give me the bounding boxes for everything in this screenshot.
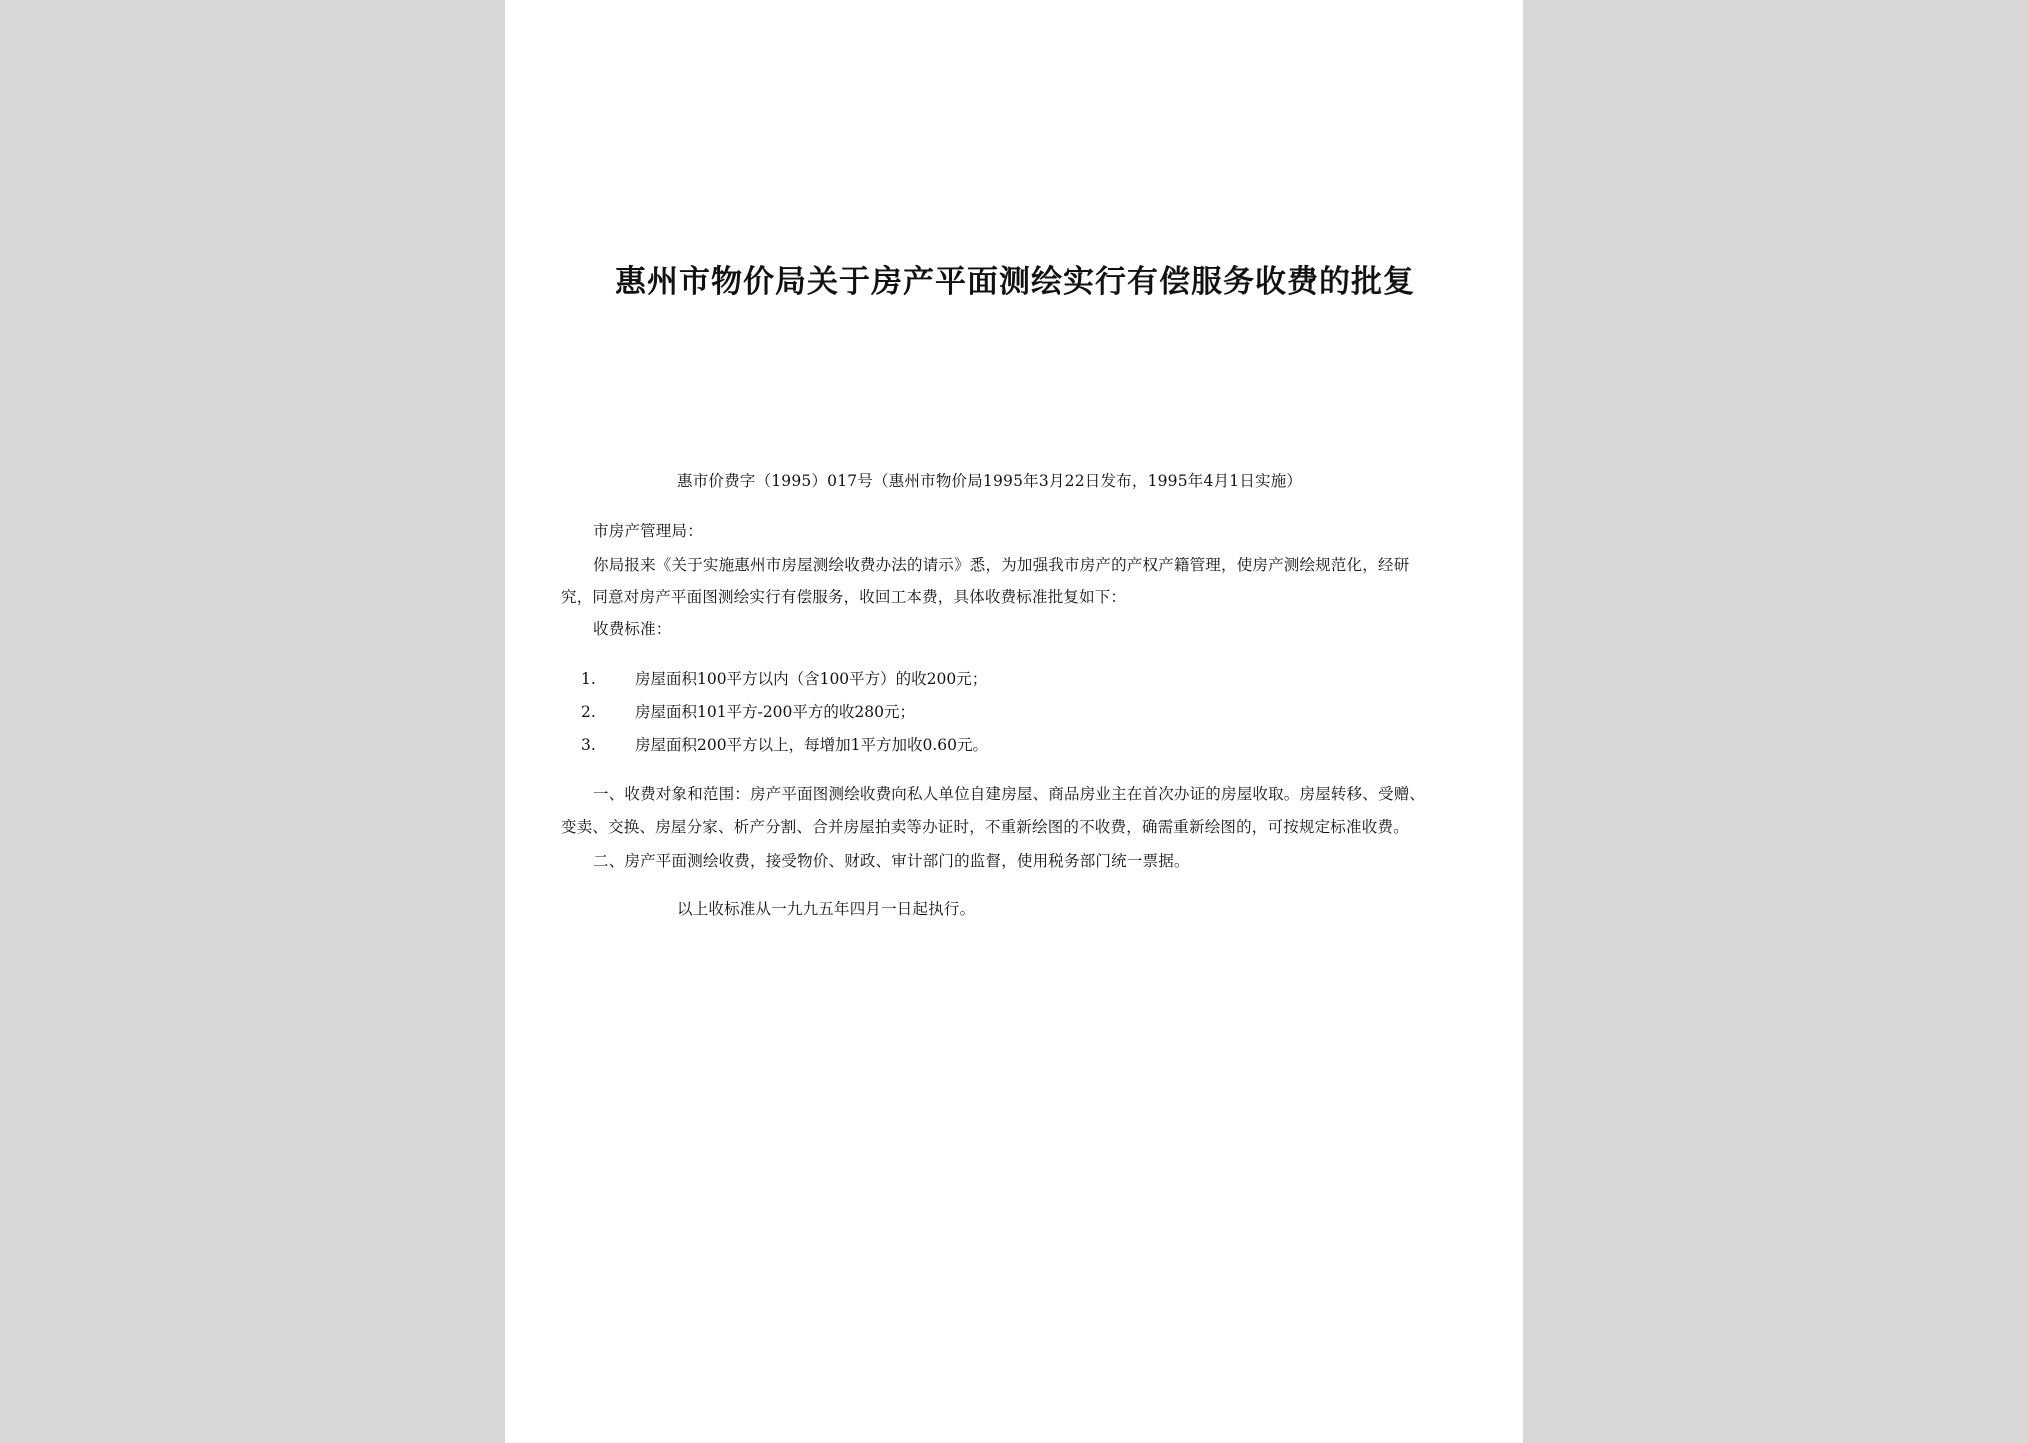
list-item-text: 房屋面积200平方以上，每增加1平方加收0.60元。 bbox=[635, 736, 988, 754]
body-paragraph-line: 你局报来《关于实施惠州市房屋测绘收费办法的请示》悉，为加强我市房产的产权产籍管理，使房产测绘规范化，经研 bbox=[593, 556, 1410, 574]
clause-one-line: 一、收费对象和范围：房产平面图测绘收费向私人单位自建房屋、商品房业主在首次办证的房屋收取。房屋转移、受赠、 bbox=[593, 785, 1426, 803]
clause-one-line: 变卖、交换、房屋分家、析产分割、合并房屋拍卖等办证时，不重新绘图的不收费，确需重新绘图的，可按规定标准收费。 bbox=[561, 818, 1409, 836]
list-item-text: 房屋面积100平方以内（含100平方）的收200元； bbox=[635, 670, 988, 688]
list-item bbox=[505, 668, 1405, 690]
list-item-number: 3. bbox=[581, 736, 596, 754]
clause-two: 二、房产平面测绘收费，接受物价、财政、审计部门的监督，使用税务部门统一票据。 bbox=[593, 852, 1190, 870]
list-item-text: 房屋面积101平方-200平方的收280元； bbox=[635, 703, 915, 721]
list-item-number: 2. bbox=[581, 703, 596, 721]
effective-date-statement: 以上收标准从一九九五年四月一日起执行。 bbox=[677, 900, 976, 918]
list-item bbox=[505, 734, 1405, 756]
list-item-number: 1. bbox=[581, 670, 596, 688]
fee-standard-heading: 收费标准： bbox=[593, 620, 672, 638]
list-item bbox=[505, 701, 1405, 723]
addressee: 市房产管理局： bbox=[593, 522, 703, 540]
document-page bbox=[505, 0, 1523, 1443]
document-number: 惠市价费字（1995）017号（惠州市物价局1995年3月22日发布，1995年4月1日实施） bbox=[677, 472, 1303, 490]
body-paragraph-line: 究，同意对房产平面图测绘实行有偿服务，收回工本费，具体收费标准批复如下： bbox=[561, 588, 1127, 606]
document-title: 惠州市物价局关于房产平面测绘实行有偿服务收费的批复 bbox=[615, 264, 1415, 300]
